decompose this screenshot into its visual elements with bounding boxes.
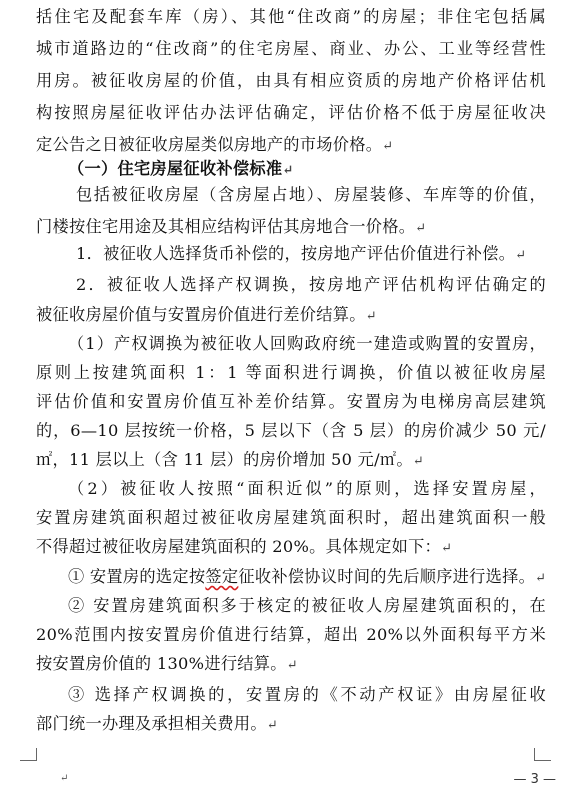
text-line: 定公告之日被征收房屋类似房地产的市场价格。↵	[36, 135, 394, 154]
crop-mark-left	[20, 748, 37, 761]
text-line: 的，6—10 层按统一价格，5 层以下（含 5 层）的房价减少 50 元/	[36, 421, 546, 440]
text-line: 2．被征收人选择产权调换，按房地产评估机构评估确定的	[76, 275, 546, 294]
text-line: 城市道路边的“住改商”的住宅房屋、商业、办公、工业等经营性	[36, 39, 546, 58]
text-line: 括住宅及配套车库（房）、其他“住改商”的房屋；非住宅包括属	[36, 7, 546, 26]
crop-mark-right	[534, 748, 551, 761]
text-line: ③ 选择产权调换的，安置房的《不动产权证》由房屋征收	[68, 685, 546, 704]
text-line: 门楼按住宅用途及其相应结构评估其房地合一价格。↵	[36, 217, 427, 236]
text-line: （2）被征收人按照“面积近似”的原则，选择安置房屋，	[68, 479, 546, 498]
text-line: 20%范围内按安置房价值进行结算，超出 20%以外面积每平方米	[36, 625, 546, 644]
text-line: 原则上按建筑面积 1：1 等面积进行调换，价值以被征收房屋	[36, 363, 546, 382]
spellcheck-underline[interactable]: 签定	[205, 567, 239, 586]
text-line: 评估价值和安置房价值互补差价结算。安置房为电梯房高层建筑	[36, 392, 546, 411]
text-line: （1）产权调换为被征收人回购政府统一建造或购置的安置房，	[68, 334, 546, 353]
text-line: 用房。被征收房屋的价值，由具有相应资质的房地产价格评估机	[36, 71, 546, 90]
text-line: 安置房建筑面积超过被征收房屋建筑面积时，超出建筑面积一般	[36, 508, 546, 527]
text-line: ② 安置房建筑面积多于核定的被征收人房屋建筑面积的，在	[68, 596, 546, 615]
text-line: ㎡，11 层以上（含 11 层）的房价增加 50 元/㎡。↵	[36, 450, 425, 469]
page-number: — 3 —	[513, 772, 556, 787]
text-line: 不得超过被征收房屋建筑面积的 20%。具体规定如下：↵	[36, 537, 453, 556]
text-line: 1．被征收人选择货币补偿的，按房地产评估价值进行补偿。↵	[76, 244, 527, 263]
paragraph-mark-icon: ↵	[60, 773, 69, 784]
text-line: 构按照房屋征收评估办法评估确定，评估价格不低于房屋征收决	[36, 103, 546, 122]
text-line: 包括被征收房屋（含房屋占地）、房屋装修、车库等的价值，	[76, 185, 546, 204]
text-line: 被征收房屋价值与安置房价值进行差价结算。↵	[36, 305, 377, 324]
text-line: ① 安置房的选定按签定征收补偿协议时间的先后顺序进行选择。↵	[68, 567, 547, 586]
text-line: 部门统一办理及承担相关费用。↵	[36, 714, 279, 733]
text-line: 按安置房价值的 130%进行结算。↵	[36, 654, 298, 673]
section-heading: （一）住宅房屋征收补偿标准↵	[68, 159, 294, 178]
